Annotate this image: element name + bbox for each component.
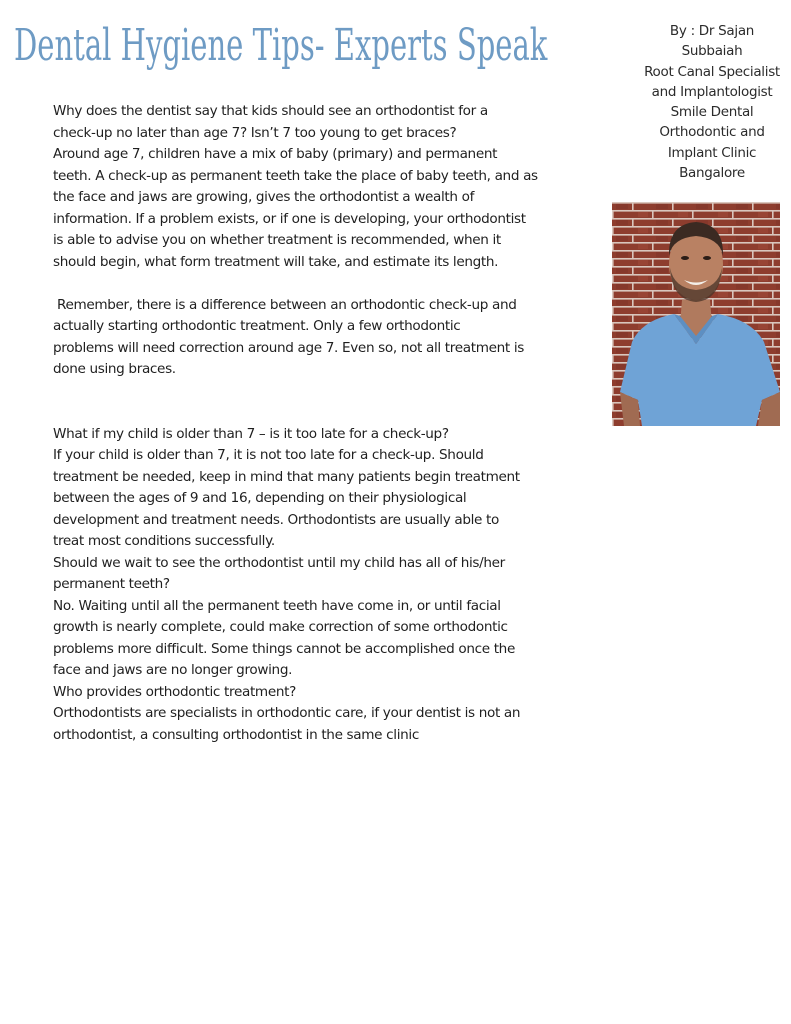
paragraph-line: teeth. A check-up as permanent teeth take the place of baby teeth, and as [53, 167, 538, 184]
paragraph-line: information. If a problem exists, or if one is developing, your orthodontist [53, 210, 526, 227]
paragraph-line: development and treatment needs. Orthodontists are usually able to [53, 511, 499, 528]
byline-line: Bangalore [679, 165, 745, 182]
paragraph-line: face and jaws are no longer growing. [53, 662, 293, 678]
paragraph-line: actually starting orthodontic treatment. Only a few orthodontic [53, 318, 461, 334]
byline-line: Implant Clinic [667, 144, 757, 161]
byline-line: Subbaiah [681, 43, 743, 60]
question-heading: permanent teeth? [53, 576, 170, 592]
byline-line: Orthodontic and [659, 124, 765, 141]
paragraph-line: between the ages of 9 and 16, depending on their physiological [53, 490, 467, 506]
paragraph-line: check-up no later than age 7? Isn’t 7 too young to get braces? [53, 124, 457, 141]
byline-line: Root Canal Specialist [644, 63, 780, 80]
byline-line: By : Dr Sajan [669, 23, 755, 39]
question-heading: Who provides orthodontic treatment? [53, 683, 296, 700]
question-heading: Should we wait to see the orthodontist until my child has all of his/her [53, 554, 505, 571]
paragraph-line: done using braces. [53, 361, 176, 377]
paragraph-line: is able to advise you on whether treatment is recommended, when it [53, 232, 501, 248]
byline-line: Smile Dental [670, 104, 754, 121]
paragraph-line: should begin, what form treatment will take, and estimate its length. [53, 253, 499, 270]
question-heading: What if my child is older than 7 – is it too late for a check-up? [53, 425, 449, 442]
paragraph-line: treatment be needed, keep in mind that many patients begin treatment [53, 468, 520, 485]
paragraph-line: treat most conditions successfully. [53, 533, 275, 549]
article-body [53, 101, 553, 746]
paragraph-line: Why does the dentist say that kids should see an orthodontist for a [53, 103, 488, 119]
author-portrait-image [612, 202, 780, 426]
paragraph-line: growth is nearly complete, could make correction of some orthodontic [53, 619, 508, 635]
byline-line: and Implantologist [651, 83, 773, 100]
paragraph-line: problems more difficult. Some things cannot be accomplished once the [53, 640, 515, 657]
paragraph-line: the face and jaws are growing, gives the orthodontist a wealth of [53, 189, 475, 205]
author-byline [630, 21, 791, 183]
paragraph-line: problems will need correction around age 7. Even so, not all treatment is [53, 339, 524, 356]
page-title: Dental Hygiene Tips- Experts Speak [14, 20, 548, 71]
paragraph-line: No. Waiting until all the permanent teeth have come in, or until facial [53, 597, 501, 614]
paragraph-line: If your child is older than 7, it is not too late for a check-up. Should [53, 447, 484, 463]
author-photo [612, 202, 780, 426]
paragraph-line: Orthodontists are specialists in orthodontic care, if your dentist is not an [53, 705, 521, 721]
paragraph-line: orthodontist, a consulting orthodontist in the same clinic [53, 726, 419, 743]
paragraph-line: Remember, there is a difference between an orthodontic check-up and [53, 296, 517, 313]
paragraph-line: Around age 7, children have a mix of baby (primary) and permanent [53, 146, 498, 162]
